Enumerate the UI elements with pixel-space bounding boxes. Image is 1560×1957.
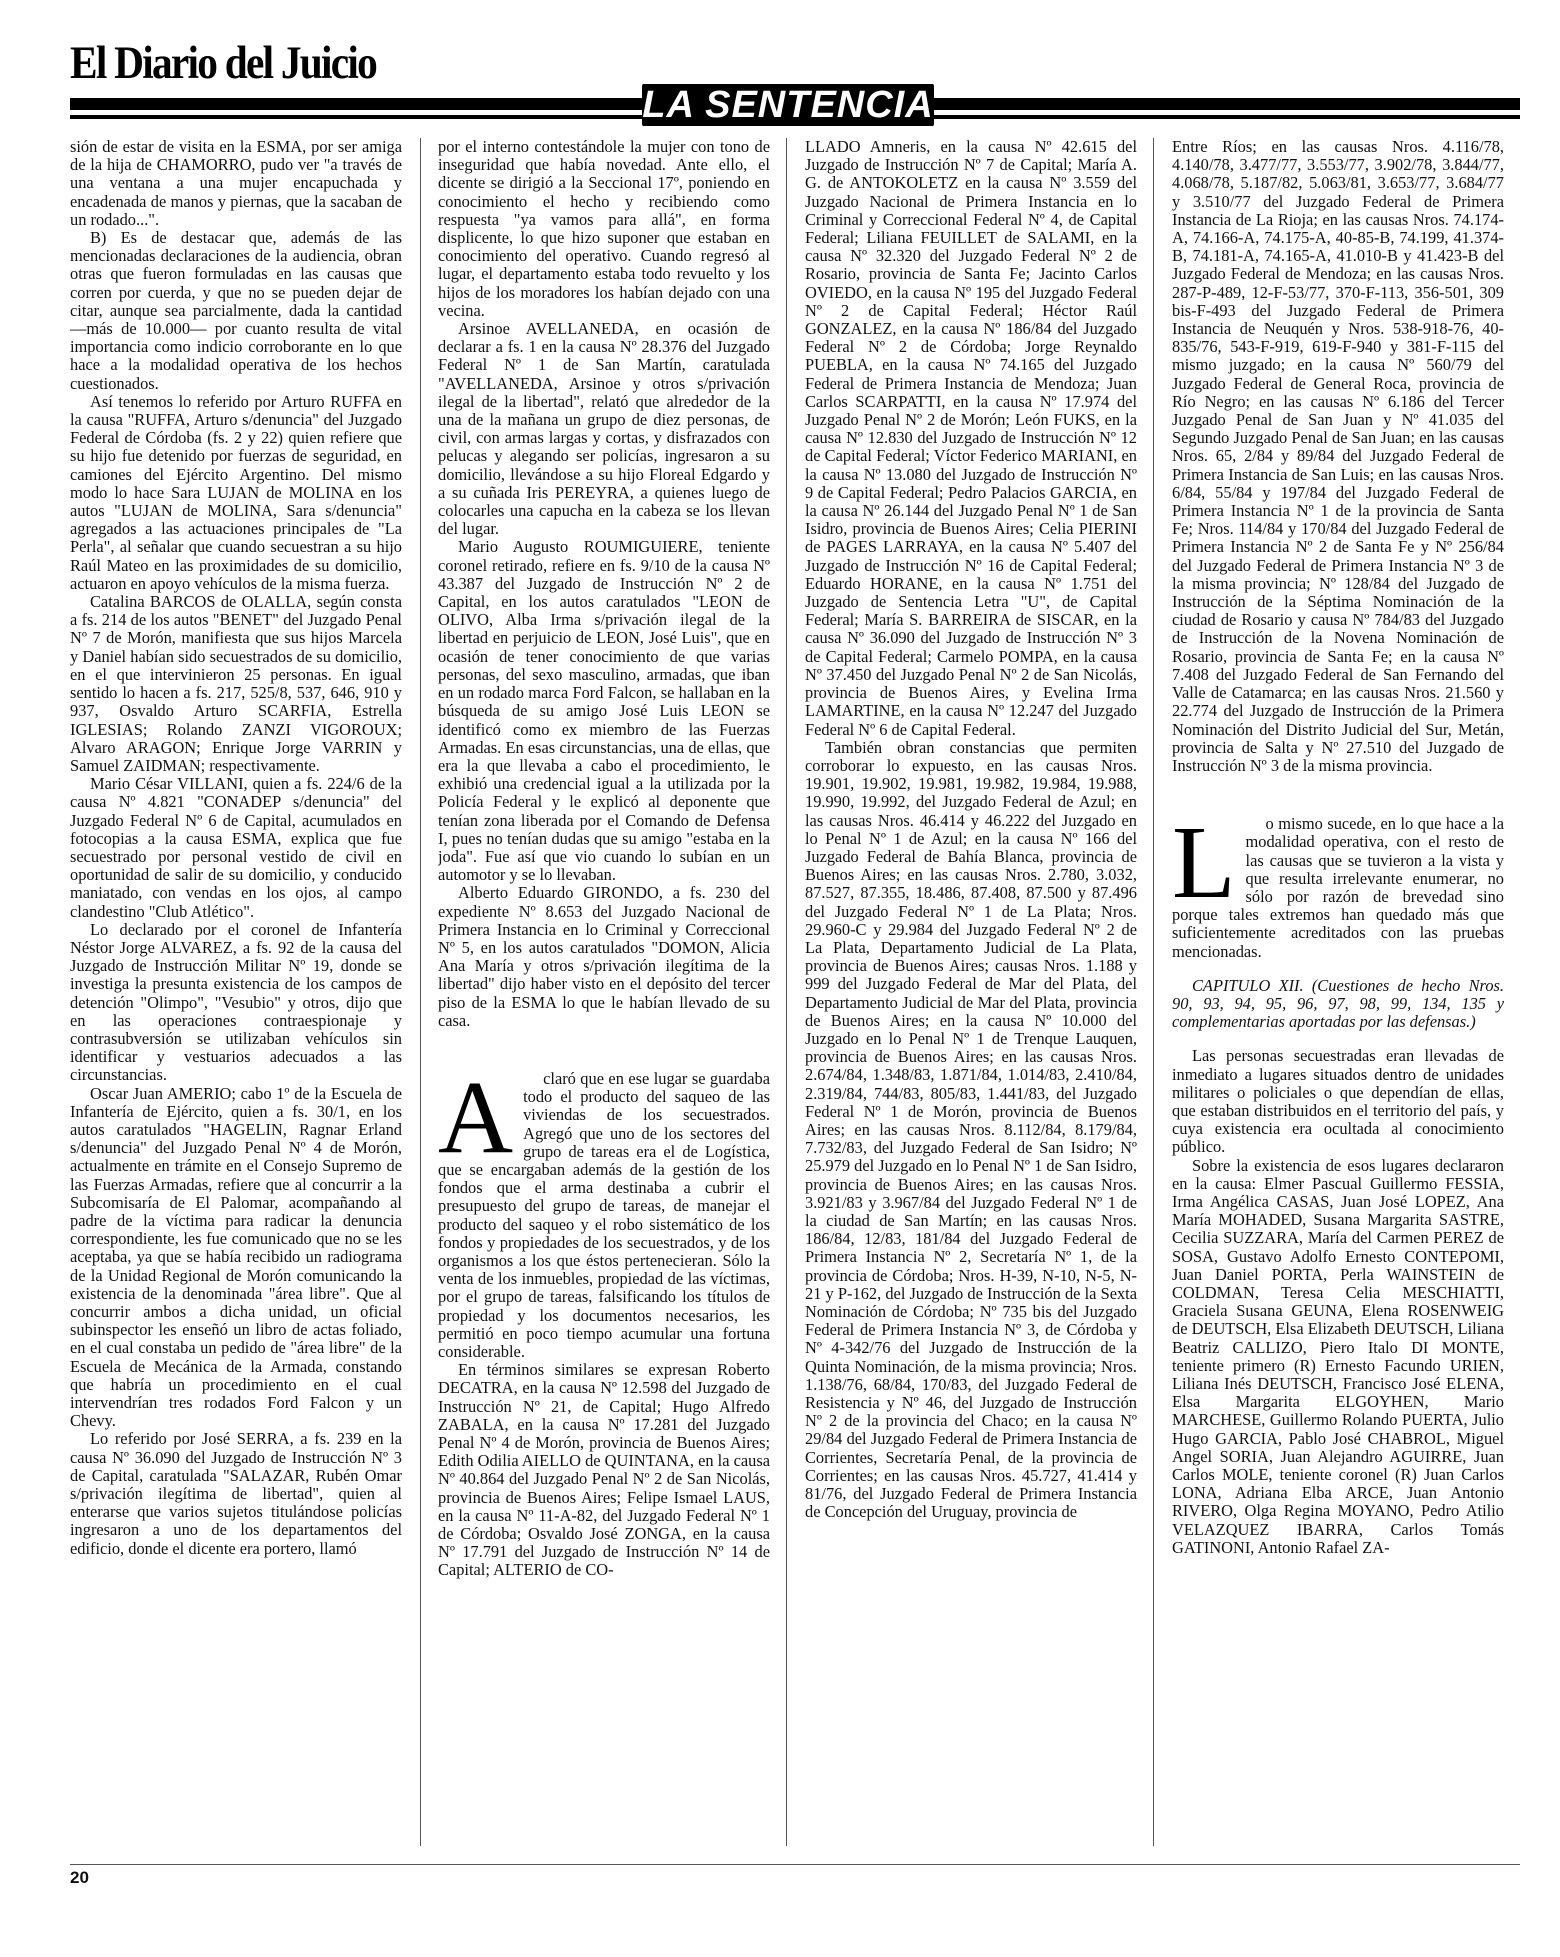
- paragraph: sión de estar de visita en la ESMA, por ser amiga de la hija de CHAMORRO, pudo ver "a través de una ventana a una mujer encapuchada y encadenada de manos y piernas, que la sacaban de un rodado...".: [70, 138, 402, 229]
- footer-rule: [70, 1864, 1520, 1865]
- drop-cap: L: [1172, 805, 1236, 921]
- paragraph: Oscar Juan AMERIO; cabo 1º de la Escuela de Infantería de Ejército, quien a fs. 30/1, en los autos caratulados "HAGELIN, Ragnar Erland s/denuncia" del Juzgado Penal Nº 4 de Morón, actualmente en trámite en el Consejo Supremo de las Fuerzas Armadas, refiere que al concurrir a la Subcomisaría de El Palomar, acompañando al padre de la víctima para radicar la denuncia correspondiente, les fue comunicado que no se les aceptaba, ya que se había recibido un radiograma de la Unidad Regional de Morón comunicando la existencia de la denominada "área libre". Que al concurrir ambos a dicha unidad, un oficial subinspector les enseñó un libro de actas foliado, en el cual constaba un pedido de "área libre" de la Escuela de Mecánica de la Armada, constando que habría un procedimiento en el cual intervendrían tres rodados Ford Falcon y un Chevy.: [70, 1083, 402, 1431]
- paragraph: Mario César VILLANI, quien a fs. 224/6 de la causa Nº 4.821 "CONADEP s/denuncia" del Juzgado Federal Nº 6 de Capital, acumulados en fotocopias a la causa ESMA, explica que fue secuestrado por personal vestido de civil en oportunidad de salir de su domicilio, y conducido maniatado, con vendas en los ojos, al campo clandestino "Club Atlético".: [70, 774, 402, 921]
- paragraph: B) Es de destacar que, además de las mencionadas declaraciones de la audiencia, obran otras que fueron formuladas en las causas que corren por cuerda, y que no se pueden dejar de citar, aunque sea parcialmente, dada la cantidad —más de 10.000— por cuanto resulta de vital importancia como indicio corroborante en lo que hace a la modalidad operativa de los hechos cuestionados.: [70, 228, 402, 393]
- paragraph: o mismo sucede, en lo que hace a la modalidad operativa, con el resto de las causas que se tuvieron a la vista y que resulta irrelevante enumerar, no sólo por razón de brevedad sino porque tales extremos han quedado más que suficientemente acreditados con las pruebas mencionadas.: [1172, 814, 1504, 961]
- paragraph: Entre Ríos; en las causas Nros. 4.116/78, 4.140/78, 3.477/77, 3.553/77, 3.902/78, 3.844/77, 4.068/78, 5.187/82, 5.063/81, 3.653/77, 3.684/77 y 3.510/77 del Juzgado Federal de Primera Instancia de La Rioja; en las causas Nros. 74.174-A, 74.166-A, 74.175-A, 40-85-B, 74.199, 41.374-B, 74.181-A, 74.165-A, 41.010-B y 41.423-B del Juzgado Federal de Mendoza; en las causas Nros. 287-P-489, 12-F-53/77, 370-F-113, 356-501, 309 bis-F-493 del Juzgado Federal de Primera Instancia de Neuquén y Nros. 538-918-76, 40-835/76, 543-F-919, 619-F-940 y 381-F-115 del mismo juzgado; en la causa Nº 560/79 del Juzgado Federal de General Roca, provincia de Río Negro; en las causas Nº 6.186 del Tercer Juzgado Penal de San Juan y Nº 41.035 del Segundo Juzgado Penal de San Juan; en las causas Nros. 65, 2/84 y 89/84 del Juzgado Federal de Primera Instancia de San Luis; en las causas Nros. 6/84, 55/84 y 197/84 del Juzgado Federal de Primera Instancia Nº 1 de la provincia de Santa Fe; Nros. 114/84 y 170/84 del Juzgado Federal de Primera Instancia Nº 2 de Santa Fe y Nº 256/84 del Juzgado Federal de Primera Instancia Nº 3 de la misma provincia; Nº 128/84 del Juzgado de Instrucción de la Séptima Nominación de la ciudad de Rosario y causa Nº 784/83 del Juzgado de Instrucción de la Novena Nominación de Rosario, provincia de Santa Fe; en la causa Nº 7.408 del Juzgado Federal de San Fernando del Valle de Catamarca; en las causas Nros. 21.560 y 22.774 del Juzgado de Instrucción de la Primera Nominación del Distrito Judicial del Sur, Metán, provincia de Salta y Nº 27.510 del Juzgado de Instrucción Nº 3 de la misma provincia.: [1172, 138, 1504, 775]
- page-number: 20: [70, 1868, 89, 1887]
- paragraph: Lo declarado por el coronel de Infantería Néstor Jorge ALVAREZ, a fs. 92 de la causa del Juzgado de Instrucción Militar Nº 19, donde se investiga la presunta existencia de los campos de detención "Olimpo", "Vesubio" y otros, dijo que en las operaciones contraespionaje y contrasubversión se utilizaban vehículos sin identificar y vestuarios adecuados a las circunstancias.: [70, 919, 402, 1085]
- chapter-heading: CAPITULO XII. (Cuestiones de hecho Nros. 90, 93, 94, 95, 96, 97, 98, 99, 134, 135 y complementarias aportadas por las defensas.): [1172, 975, 1504, 1032]
- article-column-4: [1172, 138, 1504, 1858]
- column-divider: [786, 138, 787, 1846]
- paragraph: Alberto Eduardo GIRONDO, a fs. 230 del expediente Nº 8.653 del Juzgado Nacional de Primera Instancia en lo Criminal y Correccional Nº 5, en los autos caratulados "DOMON, Alicia Ana María y otros s/privación ilegítima de la libertad" dijo haber visto en el depósito del tercer piso de la ESMA lo que le habían llevado de su casa.: [438, 883, 770, 1030]
- paragraph: Sobre la existencia de esos lugares declararon en la causa: Elmer Pascual Guillermo FESSIA, Irma Angélica CASAS, Juan José LOPEZ, Ana María MOHADED, Susana Margarita SASTRE, Cecilia SUZZARA, María del Carmen PEREZ de SOSA, Gustavo Adolfo Ernesto CONTEPOMI, Juan Daniel PORTA, Perla WAINSTEIN de COLDMAN, Teresa Celia MESCHIATTI, Graciela Susana GEUNA, Elena ROSENWEIG de DEUTSCH, Elsa Elizabeth DEUTSCH, Liliana Beatriz CALLIZO, Piero Italo DI MONTE, teniente primero (R) Ernesto Facundo URIEN, Liliana Inés DEUTSCH, Francisco José ELENA, Elsa Margarita ELGOYHEN, Mario MARCHESE, Guillermo Rolando PUERTA, Julio Hugo GARCIA, Pablo José CHABROL, Miguel Angel SORIA, Juan Alejandro AGUIRRE, Juan Carlos MOLE, teniente coronel (R) Juan Carlos LONA, Adriana Elba ARCE, Juan Antonio RIVERO, Olga Regina MOYANO, Pedro Atilio VELAZQUEZ IBARRA, Carlos Tomás GATINONI, Antonio Rafael ZA-: [1172, 1155, 1504, 1557]
- column-divider: [420, 138, 421, 1846]
- column-divider: [1153, 138, 1154, 1846]
- section-title: LA SENTENCIA: [642, 84, 934, 126]
- masthead: El Diario del Juicio: [70, 37, 377, 89]
- drop-cap: A: [438, 1059, 514, 1175]
- paragraph: por el interno contestándole la mujer con tono de inseguridad que había novedad. Ante ello, el dicente se dirigió a la Seccional 17º, poniendo en conocimiento el hecho y recibiendo como respuesta "ya vamos para allá", en forma displicente, lo que hizo suponer que estaban en conocimiento del operativo. Cuando regresó al lugar, el departamento estaba todo revuelto y los hijos de los moradores los habían dejado con una vecina.: [438, 138, 770, 320]
- lead-block: [438, 1059, 770, 1580]
- paragraph: LLADO Amneris, en la causa Nº 42.615 del Juzgado de Instrucción Nº 7 de Capital; María A. G. de ANTOKOLETZ en la causa Nº 3.559 del Juzgado Nacional de Primera Instancia en lo Criminal y Correccional Federal Nº 4, de Capital Federal; Liliana FEUILLET de SALAMI, en la causa Nº 32.320 del Juzgado Federal Nº 2 de Rosario, provincia de Santa Fe; Jacinto Carlos OVIEDO, en la causa Nº 195 del Juzgado Federal Nº 2 de Capital Federal; Héctor Raúl GONZALEZ, en la causa Nº 186/84 del Juzgado Federal Nº 2 de Córdoba; Jorge Reynaldo PUEBLA, en la causa Nº 74.165 del Juzgado Federal de Primera Instancia de Mendoza; Juan Carlos SCARPATTI, en la causa Nº 17.974 del Juzgado Penal Nº 2 de Morón; León FUKS, en la causa Nº 12.830 del Juzgado de Instrucción Nº 12 de Capital Federal; Víctor Federico MARIANI, en la causa Nº 13.080 del Juzgado de Instrucción Nº 9 de Capital Federal; Pedro Palacios GARCIA, en la causa Nº 26.144 del Juzgado Penal Nº 1 de San Isidro, provincia de Buenos Aires; Celia PIERINI de PAGES LARRAYA, en la causa Nº 5.407 del Juzgado de Instrucción Nº 16 de Capital Federal; Eduardo HORANE, en la causa Nº 1.751 del Juzgado de Sentencia Letra "U", de Capital Federal; María S. BARREIRA de SISCAR, en la causa Nº 36.090 del Juzgado de Instrucción Nº 3 de Capital Federal; Carmelo POMPA, en la causa Nº 37.450 del Juzgado Penal Nº 2 de San Nicolás, provincia de Buenos Aires, y Evelina Irma LAMARTINE, en la causa Nº 12.247 del Juzgado Federal Nº 6 de Capital Federal.: [805, 138, 1137, 739]
- paragraph: Las personas secuestradas eran llevadas de inmediato a lugares situados dentro de unidades militares o policiales o que dependían de ellas, que estaban distribuidos en el territorio del país, y cuya existencia era ocultada al conocimiento público.: [1172, 1046, 1504, 1157]
- paragraph: También obran constancias que permiten corroborar lo expuesto, en las causas Nros. 19.901, 19.902, 19.981, 19.982, 19.984, 19.988, 19.990, 19.992, del Juzgado Federal de Azul; en las causas Nros. 46.414 y 46.222 del Juzgado en lo Penal Nº 1 de Azul; en la causa Nº 166 del Juzgado Federal de Bahía Blanca, provincia de Buenos Aires; en las causas Nros. 2.780, 3.032, 87.527, 87.355, 18.486, 87.408, 87.500 y 87.496 del Juzgado Federal Nº 1 de La Plata; Nros. 29.960-C y 29.984 del Juzgado Federal Nº 2 de La Plata, Departamento Judicial de La Plata, provincia de Buenos Aires; causas Nros. 1.188 y 999 del Juzgado Federal de Mar del Plata, del Departamento Judicial de Mar del Plata, provincia de Buenos Aires; en la causa Nº 10.000 del Juzgado en lo Penal Nº 1 de Trenque Lauquen, provincia de Buenos Aires; en las causas Nros. 2.674/84, 1.348/83, 1.871/84, 1.014/83, 2.410/84, 2.319/84, 744/83, 805/83, 1.441/83, del Juzgado Federal Nº 1 de Morón, provincia de Buenos Aires; en las causas Nros. 8.112/84, 8.179/84, 7.732/83, del Juzgado Federal de San Isidro; Nº 25.979 del Juzgado en lo Penal Nº 1 de San Isidro, provincia de Buenos Aires; en las causas Nros. 3.921/83 y 3.967/84 del Juzgado Federal Nº 1 de la ciudad de San Martín; en las causas Nros. 186/84, 12/83, 181/84 del Juzgado Federal de Primera Instancia Nº 2, Secretaría Nº 1, de la provincia de Córdoba; Nros. H-39, N-10, N-5, N-21 y P-162, del Juzgado de Instrucción de la Sexta Nominación de Córdoba; Nº 735 bis del Juzgado Federal de Primera Instancia Nº 3, de Córdoba y Nº 4-342/76 del Juzgado de Instrucción de la Quinta Nominación, de la misma provincia; Nros. 1.138/76, 68/84, 170/83, del Juzgado Federal de Resistencia y Nº 46, del Juzgado de Instrucción Nº 2 de la provincia del Chaco; en la causa Nº 29/84 del Juzgado Federal de Primera Instancia de Corrientes, Secretaría Penal, de la provincia de Corrientes; en las causas Nros. 45.727, 41.414 y 81/76, del Juzgado Federal de Primera Instancia de Concepción del Uruguay, provincia de: [805, 737, 1137, 1522]
- lead-block: [1172, 805, 1504, 961]
- paragraph: Catalina BARCOS de OLALLA, según consta a fs. 214 de los autos "BENET" del Juzgado Penal Nº 7 de Morón, manifiesta que sus hijos Marcela y Daniel habían sido secuestrados de su domicilio, en el que intervinieron 25 personas. En igual sentido lo hacen a fs. 217, 525/8, 537, 646, 910 y 937, Osvaldo Arturo SCARFIA, Estrella IGLESIAS; Rolando ZANZI VIGOROUX; Alvaro ARAGON; Enrique Jorge VARRIN y Samuel ZAIDMAN; respectivamente.: [70, 592, 402, 775]
- article-column-2: [438, 138, 770, 1858]
- paragraph: En términos similares se expresan Roberto DECATRA, en la causa Nº 12.598 del Juzgado de Instrucción Nº 21, de Capital; Hugo Alfredo ZABALA, en la causa Nº 17.281 del Juzgado Penal Nº 4 de Morón, provincia de Buenos Aires; Edith Odilia AIELLO de QUINTANA, en la causa Nº 40.864 del Juzgado Penal Nº 2 de San Nicolás, provincia de Buenos Aires; Felipe Ismael LAUS, en la causa Nº 11-A-82, del Juzgado Federal Nº 1 de Córdoba; Osvaldo José ZONGA, en la causa Nº 17.791 del Juzgado de Instrucción Nº 14 de Capital; ALTERIO de CO-: [438, 1360, 770, 1580]
- paragraph: Arsinoe AVELLANEDA, en ocasión de declarar a fs. 1 en la causa Nº 28.376 del Juzgado Federal Nº 1 de San Martín, caratulada "AVELLANEDA, Arsinoe y otros s/privación ilegal de la libertad", relató que alrededor de la una de la mañana un grupo de diez personas, de civil, con armas largas y cortas, y disfrazados con pelucas y alegando ser policías, ingresaron a su domicilio, llevándose a su hijo Floreal Edgardo y a su cuñada Iris PEREYRA, a quienes luego de colocarles una capucha en la cabeza se los llevan del lugar.: [438, 319, 770, 539]
- paragraph: Lo referido por José SERRA, a fs. 239 en la causa Nº 36.090 del Juzgado de Instrucción Nº 3 de Capital, caratulada "SALAZAR, Rubén Omar s/privación ilegítima de libertad", quien al enterarse que varios sujetos titulándose policías ingresaron a uno de los departamentos del edificio, donde el dicente era portero, llamó: [70, 1429, 402, 1558]
- paragraph: claró que en ese lugar se guardaba todo el producto del saqueo de las viviendas de los secuestrados. Agregó que uno de los sectores del grupo de tareas era el de Logística, que se encargaban además de la gestión de los fondos que el arma destinaba a cubrir el presupuesto del grupo de tareas, de manejar el producto del saqueo y el robo sistemático de los fondos y propiedades de los secuestrados, y de los organismos a los que éstos pertenecieran. Sólo la venta de los inmuebles, propiedad de las víctimas, por el grupo de tareas, falsificando los títulos de propiedad y los documentos necesarios, les permitió en poco tiempo acumular una fortuna considerable.: [438, 1068, 770, 1361]
- article-column-3: [805, 138, 1137, 1858]
- article-column-1: [70, 138, 402, 1858]
- paragraph: Mario Augusto ROUMIGUIERE, teniente coronel retirado, refiere en fs. 9/10 de la causa Nº 43.387 del Juzgado de Instrucción Nº 2 de Capital, en los autos caratulados "LEON de OLIVO, Alba Irma s/privación ilegal de la libertad en perjuicio de LEON, José Luis", que en ocasión de tener conocimiento de que varias personas, del sexo masculino, armadas, que iban en un rodado marca Ford Falcon, se hallaban en la búsqueda de su amigo José Luis LEON se identificó como ex miembro de las Fuerzas Armadas. En esas circunstancias, una de ellas, que era la que llevaba a cabo el procedimiento, le exhibió una credencial igual a la utilizada por la Policía Federal y le explicó al deponente que tenían zona liberada por el Comando de Defensa I, pues no tenían dudas que su amigo "estaba en la joda". Fue así que vio cuando lo subían en un automotor y se lo llevaban.: [438, 537, 770, 885]
- paragraph: Así tenemos lo referido por Arturo RUFFA en la causa "RUFFA, Arturo s/denuncia" del Juzgado Federal de Córdoba (fs. 2 y 22) quien refiere que su hijo fue detenido por fuerzas de seguridad, en camiones del Ejército Argentino. Del mismo modo lo hace Sara LUJAN de MOLINA en los autos "LUJAN de MOLINA, Sara s/denuncia" agregados a las actuaciones principales de "La Perla", al señalar que cuando secuestran a su hijo Raúl Mateo en las proximidades de su domicilio, actuaron en apoyo vehículos de la misma fuerza.: [70, 391, 402, 593]
